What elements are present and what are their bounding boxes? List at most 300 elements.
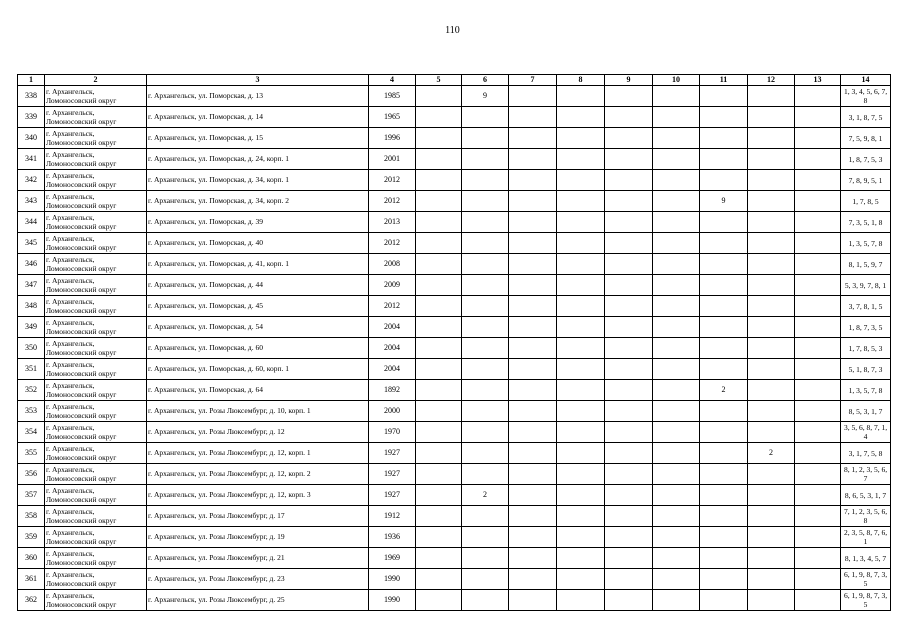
column-11-cell [700,527,748,548]
column-13-cell [795,422,841,443]
column-8-cell [557,548,605,569]
column-5-cell [416,380,462,401]
column-9-cell [605,275,653,296]
column-6-cell [462,359,509,380]
column-8-cell [557,254,605,275]
column-6-cell [462,527,509,548]
address-cell: г. Архангельск, ул. Розы Люксембург, д. 19 [147,527,369,548]
column-13-cell [795,380,841,401]
column-11-cell [700,275,748,296]
column-11-cell [700,485,748,506]
column-9-cell [605,527,653,548]
column-12-cell [748,296,795,317]
column-11-cell [700,86,748,107]
row-number-cell: 360 [18,548,45,569]
priority-order-cell: 3, 7, 8, 1, 5 [841,296,891,317]
address-cell: г. Архангельск, ул. Поморская, д. 15 [147,128,369,149]
column-12-cell [748,401,795,422]
year-cell: 2012 [369,191,416,212]
column-10-cell [653,212,700,233]
column-8-cell [557,443,605,464]
year-cell: 1965 [369,107,416,128]
year-cell: 1892 [369,380,416,401]
priority-order-cell: 1, 7, 8, 5, 3 [841,338,891,359]
column-12-cell [748,107,795,128]
column-5-cell [416,254,462,275]
column-11-cell: 9 [700,191,748,212]
address-cell: г. Архангельск, ул. Поморская, д. 45 [147,296,369,317]
column-5-cell [416,590,462,611]
row-number-cell: 340 [18,128,45,149]
priority-order-cell: 7, 5, 9, 8, 1 [841,128,891,149]
column-12-cell [748,128,795,149]
column-10-cell [653,338,700,359]
column-12-cell [748,506,795,527]
column-6-cell [462,338,509,359]
column-7-cell [509,233,557,254]
column-10-cell [653,359,700,380]
table-row [18,170,891,191]
district-cell: г. Архангельск, Ломоносовский округ [45,212,147,233]
district-cell: г. Архангельск, Ломоносовский округ [45,590,147,611]
column-9-cell [605,191,653,212]
column-10-cell [653,548,700,569]
column-7-cell [509,86,557,107]
column-10-cell [653,317,700,338]
column-9-cell [605,485,653,506]
column-13-cell [795,359,841,380]
priority-order-cell: 7, 3, 5, 1, 8 [841,212,891,233]
column-6-cell [462,170,509,191]
address-cell: г. Архангельск, ул. Розы Люксембург, д. 17 [147,506,369,527]
address-cell: г. Архангельск, ул. Розы Люксембург, д. 23 [147,569,369,590]
column-5-cell [416,422,462,443]
column-11-cell [700,569,748,590]
column-5-cell [416,170,462,191]
year-cell: 1996 [369,128,416,149]
column-10-cell [653,464,700,485]
column-6-cell [462,233,509,254]
district-cell: г. Архангельск, Ломоносовский округ [45,443,147,464]
column-7-cell [509,107,557,128]
housing-registry-table [17,74,891,611]
column-8-cell [557,86,605,107]
year-cell: 2008 [369,254,416,275]
column-7-cell [509,443,557,464]
address-cell: г. Архангельск, ул. Розы Люксембург, д. 12, корп. 2 [147,464,369,485]
column-10-cell [653,527,700,548]
column-13-cell [795,590,841,611]
column-12-cell [748,170,795,191]
column-6-cell [462,443,509,464]
column-5-cell [416,107,462,128]
column-12-cell [748,338,795,359]
column-7-cell [509,569,557,590]
column-9-cell [605,380,653,401]
column-13-cell [795,86,841,107]
district-cell: г. Архангельск, Ломоносовский округ [45,359,147,380]
column-8-cell [557,464,605,485]
year-cell: 1927 [369,464,416,485]
priority-order-cell: 1, 3, 5, 7, 8 [841,380,891,401]
column-6-cell [462,464,509,485]
column-8-cell [557,170,605,191]
column-9-cell [605,569,653,590]
address-cell: г. Архангельск, ул. Поморская, д. 60 [147,338,369,359]
column-13-cell [795,401,841,422]
column-11-cell [700,359,748,380]
column-10-cell [653,485,700,506]
column-7-cell [509,254,557,275]
column-6-cell [462,317,509,338]
district-cell: г. Архангельск, Ломоносовский округ [45,548,147,569]
column-8-cell [557,527,605,548]
column-8-cell [557,401,605,422]
priority-order-cell: 5, 3, 9, 7, 8, 1 [841,275,891,296]
address-cell: г. Архангельск, ул. Поморская, д. 41, корп. 1 [147,254,369,275]
column-8-cell [557,485,605,506]
column-9-cell [605,128,653,149]
column-5-cell [416,191,462,212]
column-header: 10 [653,75,700,86]
column-9-cell [605,233,653,254]
column-6-cell [462,254,509,275]
priority-order-cell: 6, 1, 9, 8, 7, 3, 5 [841,590,891,611]
address-cell: г. Архангельск, ул. Поморская, д. 14 [147,107,369,128]
row-number-cell: 349 [18,317,45,338]
table-row [18,548,891,569]
column-12-cell [748,212,795,233]
column-9-cell [605,296,653,317]
column-number-header-row [18,75,891,86]
district-cell: г. Архангельск, Ломоносовский округ [45,464,147,485]
year-cell: 2000 [369,401,416,422]
column-5-cell [416,464,462,485]
column-9-cell [605,443,653,464]
column-8-cell [557,191,605,212]
column-header: 6 [462,75,509,86]
priority-order-cell: 1, 8, 7, 3, 5 [841,317,891,338]
priority-order-cell: 3, 5, 6, 8, 7, 1, 4 [841,422,891,443]
year-cell: 2004 [369,317,416,338]
column-7-cell [509,527,557,548]
column-7-cell [509,275,557,296]
column-13-cell [795,254,841,275]
column-8-cell [557,590,605,611]
column-10-cell [653,569,700,590]
address-cell: г. Архангельск, ул. Розы Люксембург, д. 21 [147,548,369,569]
row-number-cell: 356 [18,464,45,485]
priority-order-cell: 7, 1, 2, 3, 5, 6, 8 [841,506,891,527]
table-row [18,401,891,422]
district-cell: г. Архангельск, Ломоносовский округ [45,149,147,170]
column-11-cell [700,128,748,149]
column-9-cell [605,464,653,485]
column-7-cell [509,128,557,149]
column-6-cell [462,569,509,590]
column-8-cell [557,338,605,359]
column-9-cell [605,422,653,443]
address-cell: г. Архангельск, ул. Поморская, д. 34, корп. 1 [147,170,369,191]
district-cell: г. Архангельск, Ломоносовский округ [45,527,147,548]
column-7-cell [509,359,557,380]
column-13-cell [795,548,841,569]
column-7-cell [509,464,557,485]
table-row [18,317,891,338]
table-row [18,296,891,317]
column-10-cell [653,107,700,128]
year-cell: 2001 [369,149,416,170]
column-12-cell [748,86,795,107]
column-5-cell [416,527,462,548]
column-11-cell [700,443,748,464]
table-row [18,254,891,275]
column-12-cell [748,275,795,296]
column-10-cell [653,422,700,443]
column-10-cell [653,590,700,611]
column-5-cell [416,128,462,149]
year-cell: 1985 [369,86,416,107]
column-12-cell [748,569,795,590]
column-12-cell [748,548,795,569]
table-row [18,464,891,485]
row-number-cell: 353 [18,401,45,422]
column-10-cell [653,506,700,527]
district-cell: г. Архангельск, Ломоносовский округ [45,506,147,527]
table-row [18,338,891,359]
row-number-cell: 343 [18,191,45,212]
district-cell: г. Архангельск, Ломоносовский округ [45,254,147,275]
column-13-cell [795,170,841,191]
table-row [18,485,891,506]
address-cell: г. Архангельск, ул. Поморская, д. 34, корп. 2 [147,191,369,212]
column-12-cell [748,359,795,380]
table-row [18,191,891,212]
column-13-cell [795,317,841,338]
column-10-cell [653,86,700,107]
row-number-cell: 352 [18,380,45,401]
year-cell: 2009 [369,275,416,296]
column-10-cell [653,191,700,212]
column-5-cell [416,338,462,359]
column-9-cell [605,149,653,170]
district-cell: г. Архангельск, Ломоносовский округ [45,86,147,107]
column-7-cell [509,191,557,212]
column-13-cell [795,191,841,212]
column-header: 1 [18,75,45,86]
column-12-cell: 2 [748,443,795,464]
address-cell: г. Архангельск, ул. Розы Люксембург, д. 10, корп. 1 [147,401,369,422]
year-cell: 2012 [369,170,416,191]
row-number-cell: 354 [18,422,45,443]
column-7-cell [509,422,557,443]
table-row [18,380,891,401]
column-6-cell [462,548,509,569]
row-number-cell: 347 [18,275,45,296]
year-cell: 1936 [369,527,416,548]
address-cell: г. Архангельск, ул. Поморская, д. 64 [147,380,369,401]
table-row [18,443,891,464]
priority-order-cell: 1, 8, 7, 5, 3 [841,149,891,170]
column-8-cell [557,359,605,380]
column-10-cell [653,170,700,191]
column-6-cell [462,422,509,443]
column-header: 11 [700,75,748,86]
column-12-cell [748,464,795,485]
column-6-cell [462,275,509,296]
priority-order-cell: 8, 1, 3, 4, 5, 7 [841,548,891,569]
priority-order-cell: 2, 3, 5, 8, 7, 6, 1 [841,527,891,548]
column-header: 4 [369,75,416,86]
district-cell: г. Архангельск, Ломоносовский округ [45,569,147,590]
column-7-cell [509,485,557,506]
row-number-cell: 358 [18,506,45,527]
column-8-cell [557,380,605,401]
address-cell: г. Архангельск, ул. Розы Люксембург, д. 12, корп. 1 [147,443,369,464]
column-8-cell [557,107,605,128]
column-6-cell [462,590,509,611]
priority-order-cell: 3, 1, 7, 5, 8 [841,443,891,464]
column-7-cell [509,149,557,170]
column-6-cell [462,191,509,212]
column-10-cell [653,275,700,296]
address-cell: г. Архангельск, ул. Поморская, д. 13 [147,86,369,107]
column-12-cell [748,527,795,548]
year-cell: 2004 [369,338,416,359]
column-13-cell [795,338,841,359]
column-13-cell [795,485,841,506]
column-7-cell [509,548,557,569]
column-9-cell [605,254,653,275]
column-12-cell [748,317,795,338]
column-13-cell [795,569,841,590]
row-number-cell: 342 [18,170,45,191]
column-10-cell [653,233,700,254]
year-cell: 1970 [369,422,416,443]
column-6-cell [462,212,509,233]
column-12-cell [748,191,795,212]
column-11-cell [700,233,748,254]
column-12-cell [748,254,795,275]
district-cell: г. Архангельск, Ломоносовский округ [45,275,147,296]
column-11-cell [700,107,748,128]
column-6-cell [462,128,509,149]
row-number-cell: 359 [18,527,45,548]
column-11-cell [700,170,748,191]
table-row [18,149,891,170]
column-8-cell [557,506,605,527]
column-7-cell [509,212,557,233]
column-8-cell [557,212,605,233]
column-9-cell [605,86,653,107]
row-number-cell: 357 [18,485,45,506]
column-6-cell [462,380,509,401]
column-8-cell [557,128,605,149]
address-cell: г. Архангельск, ул. Поморская, д. 40 [147,233,369,254]
column-6-cell [462,296,509,317]
column-8-cell [557,233,605,254]
column-6-cell [462,107,509,128]
column-7-cell [509,317,557,338]
priority-order-cell: 3, 1, 8, 7, 5 [841,107,891,128]
year-cell: 1990 [369,590,416,611]
row-number-cell: 361 [18,569,45,590]
column-10-cell [653,401,700,422]
district-cell: г. Архангельск, Ломоносовский округ [45,233,147,254]
column-11-cell [700,422,748,443]
priority-order-cell: 8, 6, 5, 3, 1, 7 [841,485,891,506]
column-header: 14 [841,75,891,86]
column-7-cell [509,338,557,359]
column-11-cell [700,590,748,611]
row-number-cell: 341 [18,149,45,170]
column-header: 2 [45,75,147,86]
row-number-cell: 345 [18,233,45,254]
column-8-cell [557,296,605,317]
column-header: 7 [509,75,557,86]
column-9-cell [605,359,653,380]
priority-order-cell: 8, 1, 2, 3, 5, 6, 7 [841,464,891,485]
column-13-cell [795,233,841,254]
column-13-cell [795,443,841,464]
table-row [18,527,891,548]
column-9-cell [605,338,653,359]
column-11-cell: 2 [700,380,748,401]
column-6-cell [462,506,509,527]
year-cell: 2012 [369,296,416,317]
address-cell: г. Архангельск, ул. Розы Люксембург, д. 25 [147,590,369,611]
page-number: 110 [445,25,460,36]
table-row [18,212,891,233]
district-cell: г. Архангельск, Ломоносовский округ [45,128,147,149]
row-number-cell: 355 [18,443,45,464]
year-cell: 1990 [369,569,416,590]
row-number-cell: 362 [18,590,45,611]
column-11-cell [700,338,748,359]
column-7-cell [509,590,557,611]
column-8-cell [557,422,605,443]
column-9-cell [605,401,653,422]
column-12-cell [748,422,795,443]
column-11-cell [700,296,748,317]
column-10-cell [653,128,700,149]
column-12-cell [748,485,795,506]
column-13-cell [795,464,841,485]
table-row [18,128,891,149]
address-cell: г. Архангельск, ул. Поморская, д. 54 [147,317,369,338]
column-9-cell [605,170,653,191]
column-11-cell [700,506,748,527]
column-5-cell [416,506,462,527]
column-6-cell [462,149,509,170]
column-13-cell [795,296,841,317]
address-cell: г. Архангельск, ул. Поморская, д. 44 [147,275,369,296]
column-8-cell [557,569,605,590]
column-6-cell [462,401,509,422]
column-7-cell [509,401,557,422]
year-cell: 2013 [369,212,416,233]
row-number-cell: 351 [18,359,45,380]
column-9-cell [605,506,653,527]
table-row [18,275,891,296]
column-12-cell [748,590,795,611]
column-9-cell [605,548,653,569]
column-5-cell [416,359,462,380]
year-cell: 2004 [369,359,416,380]
year-cell: 1912 [369,506,416,527]
column-5-cell [416,233,462,254]
column-6-cell: 9 [462,86,509,107]
